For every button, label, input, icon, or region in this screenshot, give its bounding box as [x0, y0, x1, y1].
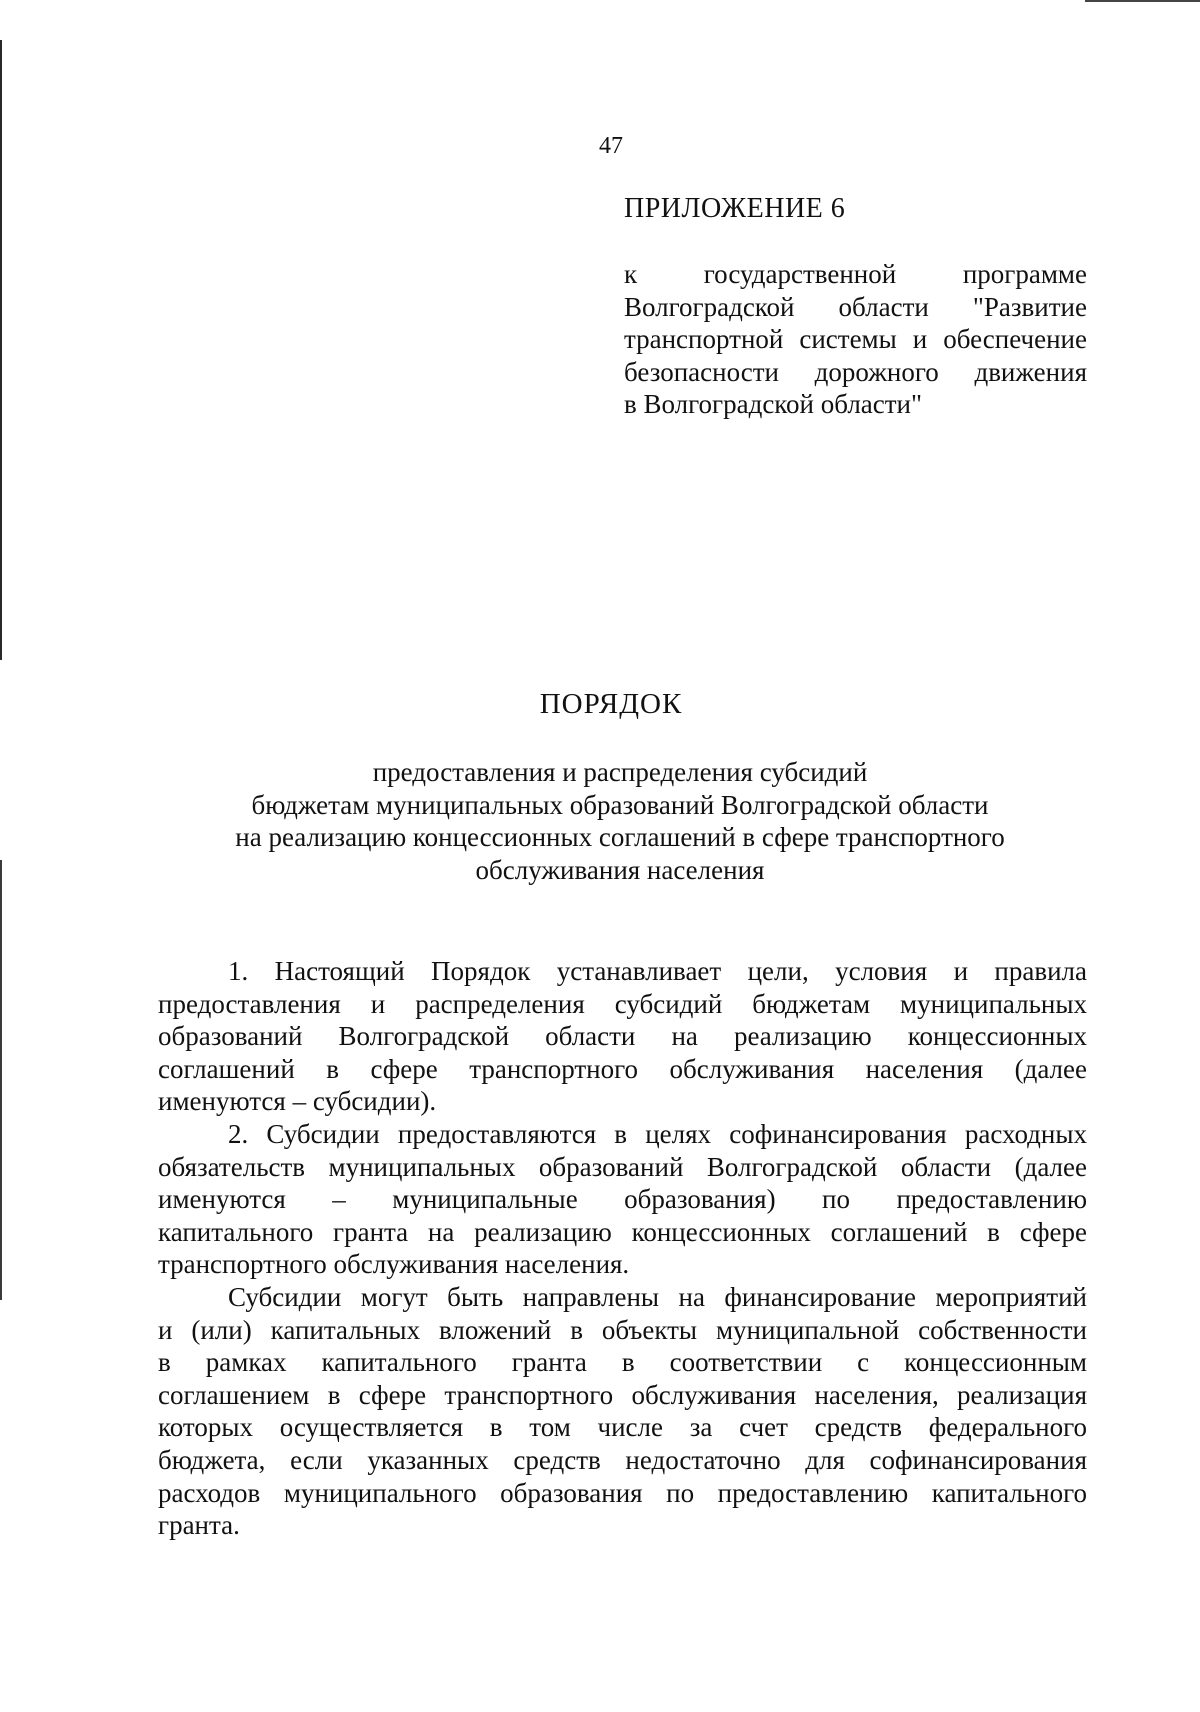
text-line: соглашением в сфере транспортного обслуживания населения, реализация — [158, 1379, 1087, 1410]
text-line: гранта. — [158, 1510, 240, 1541]
text-line: капитального гранта на реализацию концессионных соглашений в сфере — [158, 1216, 1087, 1247]
text-line: именуются – муниципальные образования) по предоставлению — [158, 1184, 1087, 1215]
text-line: обязательств муниципальных образований Волгоградской области (далее — [158, 1151, 1087, 1182]
text-line: 1. Настоящий Порядок устанавливает цели, условия и правила — [228, 956, 1087, 986]
text-line: расходов муниципального образования по предоставлению капитального — [158, 1477, 1087, 1508]
appendix-note-line: к государственной программе — [624, 259, 1087, 289]
appendix-note — [624, 258, 1087, 421]
text-line: предоставления и распределения субсидий бюджетам муниципальных — [158, 988, 1087, 1019]
appendix-title: ПРИЛОЖЕНИЕ 6 — [624, 193, 846, 224]
scan-edge-top — [1085, 0, 1200, 2]
text-line: образований Волгоградской области на реализацию концессионных — [158, 1021, 1087, 1052]
appendix-note-line: Волгоградской области "Развитие — [624, 291, 1087, 322]
subtitle-line: на реализацию концессионных соглашений в сфере транспортного — [235, 822, 1005, 852]
text-line: транспортного обслуживания населения. — [158, 1249, 630, 1280]
paragraph-1 — [158, 955, 1087, 1118]
text-line: именуются – субсидии). — [158, 1086, 437, 1117]
scan-edge-left-lower — [0, 860, 2, 1300]
paragraph-2 — [158, 1118, 1087, 1281]
subtitle-line: бюджетам муниципальных образований Волгоградской области — [251, 789, 989, 820]
document-body — [158, 955, 1087, 1542]
document-subtitle — [160, 756, 1080, 886]
text-line: бюджета, если указанных средств недостаточно для софинансирования — [158, 1444, 1087, 1475]
text-line: и (или) капитальных вложений в объекты муниципальной собственности — [158, 1314, 1087, 1345]
appendix-note-line: в Волгоградской области" — [624, 389, 923, 419]
text-line: соглашений в сфере транспортного обслуживания населения (далее — [158, 1053, 1087, 1084]
appendix-note-line: транспортной системы и обеспечение — [624, 324, 1087, 354]
subtitle-line: обслуживания населения — [475, 854, 765, 885]
paragraph-3 — [158, 1281, 1087, 1542]
text-line: 2. Субсидии предоставляются в целях софинансирования расходных — [228, 1118, 1087, 1149]
document-title: ПОРЯДОК — [539, 688, 683, 720]
page-number: 47 — [599, 133, 623, 159]
text-line: Субсидии могут быть направлены на финансирование мероприятий — [228, 1281, 1087, 1312]
text-line: в рамках капитального гранта в соответствии с концессионным — [158, 1347, 1087, 1378]
text-line: которых осуществляется в том числе за счет средств федерального — [158, 1412, 1087, 1443]
subtitle-line: предоставления и распределения субсидий — [372, 757, 868, 787]
appendix-note-line: безопасности дорожного движения — [624, 356, 1087, 387]
